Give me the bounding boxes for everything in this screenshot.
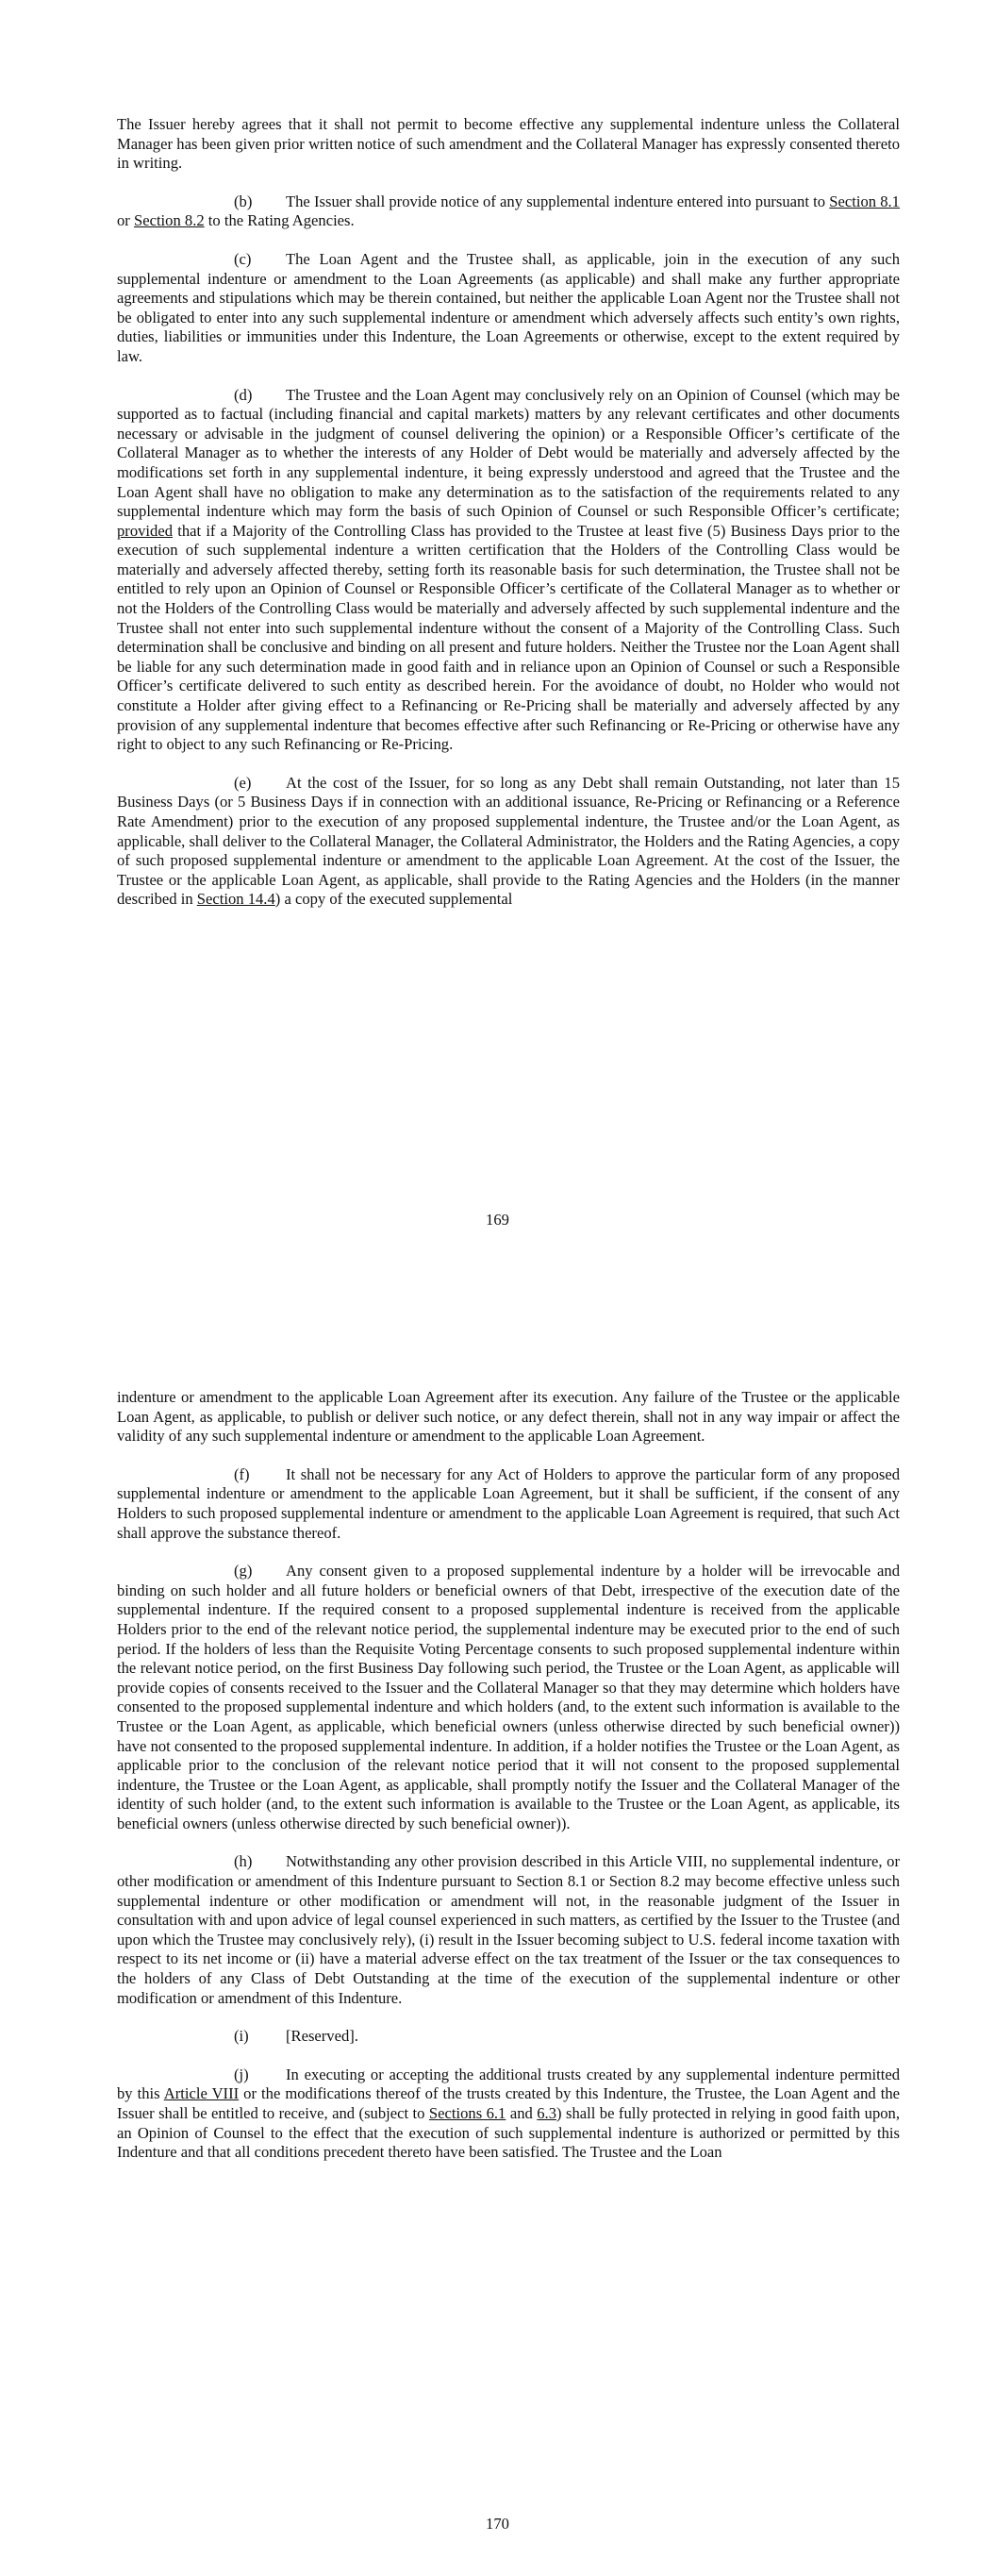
paragraph-text: It shall not be necessary for any Act of Holders to approve the particular form of any proposed supplemental indenture or amendment to the applicable Loan Agreement, but it shall be sufficient, if the consent of any Holders to such proposed supplemental indenture or amendment to the applicable Loan Agreement is required, that such Act shall approve the substance thereof. [117, 1464, 900, 1542]
page-number: 169 [486, 1211, 509, 1229]
paragraph-e [117, 774, 900, 910]
paragraph-text: [Reserved]. [286, 2027, 358, 2046]
proviso-term: provided [117, 521, 173, 540]
paragraph-text: Notwithstanding any other provision described in this Article VIII, no supplemental indenture, or other modification or amendment of this Indenture pursuant to Section 8.1 or Section 8.2 may become effective unless such supplemental indenture or other modification or amendment will not, in the reasonable judgment of the Issuer in consultation with and upon advice of legal counsel experienced in such matters, as certified by the Issuer to the Trustee (and upon which the Trustee may conclusively rely), (i) result in the Issuer becoming subject to U.S. federal income taxation with respect to its net income or (ii) have a material adverse effect on the tax treatment of the Issuer or the tax consequences to the holders of any Class of Debt Outstanding at the time of the execution of the supplemental indenture or other modification or amendment of this Indenture. [117, 1852, 900, 2007]
page-170 [0, 1288, 995, 2576]
clause-label: (c) [234, 249, 252, 268]
paragraph-text: Any consent given to a proposed supplemental indenture by a holder will be irrevocable and binding on such holder and all future holders or beneficial owners of that Debt, irrespective of the execution date of the supplemental indenture. If the required consent to a proposed supplemental indenture is received from the applicable Holders prior to the end of the relevant notice period, the supplemental indenture may be executed prior to the end of such period. If the holders of less than the Requisite Voting Percentage consents to such proposed supplemental indenture within the relevant notice period, on the first Business Day following such period, the Trustee or the Loan Agent, as applicable will provide copies of consents received to the Issuer and the Collateral Manager so that they may determine which holders have consented to the proposed supplemental indenture and which holders (and, to the extent such information is available to the Trustee or the Loan Agent, as applicable, which beneficial owners (unless otherwise directed by such beneficial owner)) have not consented to the proposed supplemental indenture. In addition, if a holder notifies the Trustee or the Loan Agent, as applicable prior to the conclusion of the relevant notice period that it will not consent to the proposed supplemental indenture, the Trustee or the Loan Agent, as applicable, shall promptly notify the Issuer and the Collateral Manager of the identity of such holder (and, to the extent such information is available to the Trustee or the Loan Agent, as applicable, its beneficial owners (unless otherwise directed by such beneficial owner)). [117, 1562, 900, 1832]
paragraph-continued [117, 1388, 900, 1447]
page-number: 170 [486, 2515, 509, 2533]
clause-label: (b) [234, 192, 253, 210]
clause-label: (i) [234, 2027, 249, 2046]
paragraph-text: In executing or accepting the additional trusts created by any supplemental indenture permitted by this [117, 2065, 900, 2103]
paragraph-text: The Trustee and the Loan Agent may conclusively rely on an Opinion of Counsel (which may be supported as to factual (including financial and capital markets) matters by any relevant certificates and other documents necessary or advisable in the judgment of counsel delivering the opinion) or a Responsible Officer’s certificate of the Collateral Manager as to whether the interests of any Holder of Debt would be materially and adversely affected by the modifications set forth in any supplemental indenture, it being expressly understood and agreed that the Trustee and the Loan Agent shall have no obligation to make any determination as to the satisfaction of the requirements related to any supplemental indenture which may form the basis of such Opinion of Counsel or such Responsible Officer’s certificate; [117, 385, 900, 521]
clause-label: (e) [234, 773, 252, 792]
paragraph-text: The Issuer shall provide notice of any supplemental indenture entered into pursuant to [286, 192, 830, 210]
section-reference: Section 8.1 [829, 192, 900, 210]
paragraph-b [117, 192, 900, 231]
clause-label: (h) [234, 1852, 253, 1871]
clause-label: (g) [234, 1562, 253, 1581]
page-169-body [117, 115, 900, 928]
paragraph-text: At the cost of the Issuer, for so long as any Debt shall remain Outstanding, not later than 15 Business Days (or 5 Business Days if in connection with an additional issuance, Re-Pricing or Refinancing or a Reference Rate Amendment) prior to the execution of any proposed supplemental indenture, the Trustee and/or the Loan Agent, as applicable, shall deliver to the Collateral Manager, the Collateral Administrator, the Holders and the Rating Agencies, a copy of such proposed supplemental indenture or amendment to the applicable Loan Agreement. At the cost of the Issuer, the Trustee or the applicable Loan Agent, as applicable, shall provide to the Rating Agencies and the Holders (in the manner described in [117, 773, 900, 909]
paragraph-text: or [117, 211, 134, 230]
paragraph-text: The Issuer hereby agrees that it shall not permit to become effective any supplemental indenture unless the Collateral Manager has been given prior written notice of such amendment and the Collateral Manager has expressly consented thereto in writing. [117, 115, 900, 173]
clause-label: (d) [234, 385, 253, 404]
paragraph-text: and [506, 2104, 538, 2122]
section-reference: Section 14.4 [196, 890, 275, 909]
paragraph-text: The Loan Agent and the Trustee shall, as applicable, join in the execution of any such supplemental indenture or amendment to the Loan Agreements (as applicable) and shall make any further appropriate agreements and stipulations which may be therein contained, but neither the applicable Loan Agent nor the Trustee shall not be obligated to enter into any such supplemental indenture or amendment which adversely affects such entity’s own rights, duties, liabilities or immunities under this Indenture, the Loan Agreements or otherwise, except to the extent required by law. [117, 249, 900, 365]
paragraph-text: ) a copy of the executed supplemental [274, 890, 513, 909]
clause-label: (j) [234, 2065, 249, 2083]
section-reference: 6.3 [537, 2104, 556, 2122]
paragraph-intro [117, 115, 900, 174]
paragraph-j [117, 2066, 900, 2163]
paragraph-text: that if a Majority of the Controlling Class has provided to the Trustee at least five (5) Business Days prior to the execution of such supplemental indenture a written certification that the Holders of the Controlling Class would be materially and adversely affected thereby, setting forth its reasonable basis for such determination, the Trustee shall not be entitled to rely upon an Opinion of Counsel or Responsible Officer’s certificate of the Collateral Manager as to whether or not the Holders of the Controlling Class would be materially and adversely affected by such supplemental indenture and the Trustee shall not enter into such supplemental indenture without the consent of a Majority of the Controlling Class. Such determination shall be conclusive and binding on all present and future holders. Neither the Trustee nor the Loan Agent shall be liable for any such determination made in good faith and in reliance upon an Opinion of Counsel or such a Responsible Officer’s certificate delivered to such entity as described herein. For the avoidance of doubt, no Holder who would not constitute a Holder after giving effect to a Refinancing or Re-Pricing shall be materially and adversely affected by any provision of any supplemental indenture that becomes effective after such Refinancing or Re-Pricing or otherwise have any right to object to any such Refinancing or Re-Pricing. [117, 521, 900, 754]
clause-label: (f) [234, 1464, 250, 1483]
paragraph-text: or the modifications thereof of the trusts created by this Indenture, the Trustee, the Loan Agent and the Issuer shall be entitled to receive, and (subject to [117, 2084, 900, 2122]
paragraph-text: indenture or amendment to the applicable Loan Agreement after its execution. Any failure of the Trustee or the applicable Loan Agent, as applicable, to publish or deliver such notice, or any defect therein, shall not in any way impair or affect the validity of any such supplemental indenture or amendment to the applicable Loan Agreement. [117, 1388, 900, 1446]
paragraph-g [117, 1562, 900, 1833]
paragraph-text: ) shall be fully protected in relying in good faith upon, an Opinion of Counsel to the effect that the execution of such supplemental indenture is authorized or permitted by this Indenture and that all conditions precedent thereto have been satisfied. The Trustee and the Loan [117, 2104, 900, 2162]
paragraph-d [117, 386, 900, 755]
paragraph-f [117, 1465, 900, 1543]
paragraph-i [117, 2027, 900, 2047]
paragraph-c [117, 250, 900, 367]
page-170-body [117, 1388, 900, 2182]
paragraph-h [117, 1852, 900, 2008]
section-reference: Sections 6.1 [428, 2104, 506, 2122]
paragraph-text: to the Rating Agencies. [204, 211, 355, 230]
section-reference: Section 8.2 [133, 211, 205, 230]
article-reference: Article VIII [163, 2084, 240, 2103]
